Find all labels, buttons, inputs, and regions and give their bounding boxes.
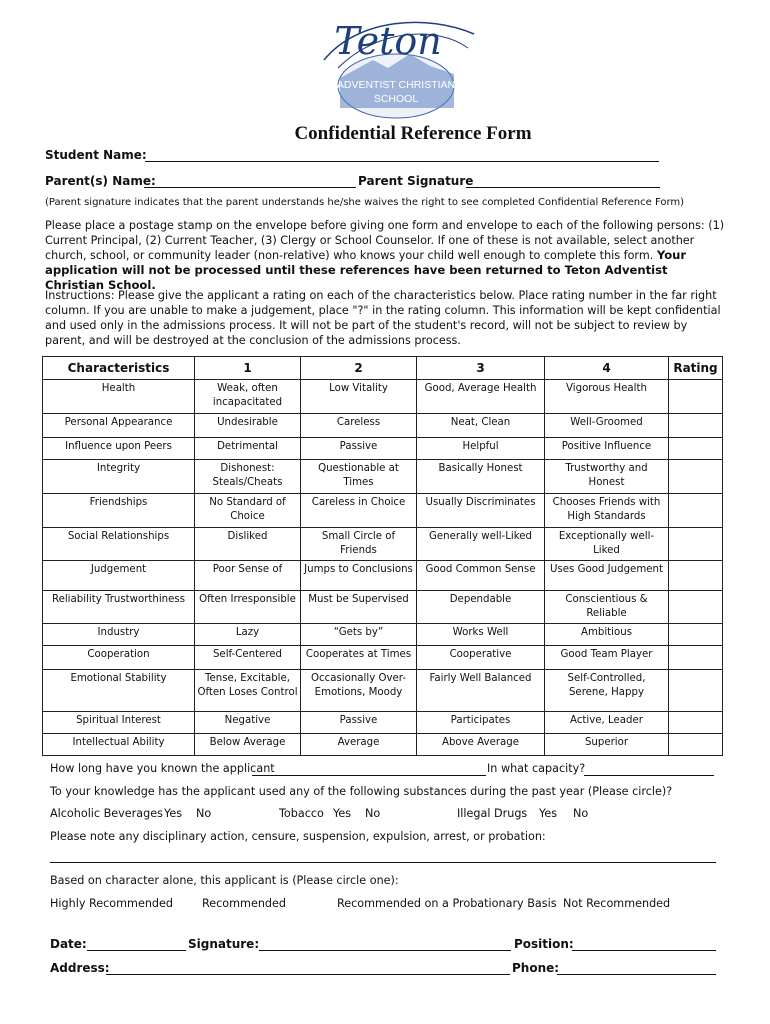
table-cell: Chooses Friends with High Standards xyxy=(545,494,669,528)
how-long-label: How long have you known the applicant xyxy=(50,762,275,775)
table-cell: Below Average xyxy=(195,734,301,756)
table-row xyxy=(43,494,723,528)
table-cell: Usually Discriminates xyxy=(417,494,545,528)
rating-cell[interactable] xyxy=(669,438,723,460)
position-label: Position: xyxy=(514,937,574,951)
table-cell: Basically Honest xyxy=(417,460,545,494)
table-cell: Uses Good Judgement xyxy=(545,561,669,591)
table-cell: Occasionally Over-Emotions, Moody xyxy=(301,670,417,712)
drugs-no[interactable]: No xyxy=(573,807,589,820)
table-cell: Vigorous Health xyxy=(545,380,669,414)
logo-line1: ADVENTIST CHRISTIAN xyxy=(336,79,456,91)
table-cell: Trustworthy and Honest xyxy=(545,460,669,494)
table-cell: Influence upon Peers xyxy=(43,438,195,460)
rating-cell[interactable] xyxy=(669,414,723,438)
table-cell: Emotional Stability xyxy=(43,670,195,712)
table-row xyxy=(43,561,723,591)
table-cell: Superior xyxy=(545,734,669,756)
disciplinary-note: Please note any disciplinary action, censure, suspension, expulsion, arrest, or probation: xyxy=(50,830,546,843)
student-name-label: Student Name: xyxy=(45,148,147,162)
table-cell: Cooperation xyxy=(43,646,195,670)
table-cell: Questionable at Times xyxy=(301,460,417,494)
table-cell: Detrimental xyxy=(195,438,301,460)
page-title: Confidential Reference Form xyxy=(294,123,532,144)
rating-cell[interactable] xyxy=(669,712,723,734)
table-cell: Disliked xyxy=(195,528,301,561)
header-rating-1: 1 xyxy=(195,357,301,380)
table-cell: Industry xyxy=(43,624,195,646)
signature-field[interactable] xyxy=(259,938,511,951)
header-characteristics: Characteristics xyxy=(43,357,195,380)
instructions-para1-b: Your application will not be processed until these references have been returned to Teton Adventist Christian School. xyxy=(45,248,687,292)
table-cell: Passive xyxy=(301,438,417,460)
instructions-paragraph-1 xyxy=(45,218,725,293)
table-cell: Conscientious & Reliable xyxy=(545,591,669,624)
table-row xyxy=(43,734,723,756)
parent-signature-label: Parent Signature xyxy=(358,174,474,188)
table-cell: Lazy xyxy=(195,624,301,646)
rating-cell[interactable] xyxy=(669,734,723,756)
rating-cell[interactable] xyxy=(669,460,723,494)
parent-signature-field[interactable] xyxy=(466,175,660,188)
table-row xyxy=(43,712,723,734)
table-row xyxy=(43,414,723,438)
alcohol-label: Alcoholic Beverages xyxy=(50,807,163,820)
option-recommended[interactable]: Recommended xyxy=(202,897,287,910)
rating-cell[interactable] xyxy=(669,494,723,528)
table-row xyxy=(43,460,723,494)
alcohol-yes[interactable]: Yes xyxy=(164,807,183,820)
table-cell: Judgement xyxy=(43,561,195,591)
tobacco-label: Tobacco xyxy=(279,807,324,820)
drugs-label: Illegal Drugs xyxy=(457,807,528,820)
rating-cell[interactable] xyxy=(669,646,723,670)
table-cell: Dishonest: Steals/Cheats xyxy=(195,460,301,494)
date-label: Date: xyxy=(50,937,87,951)
student-name-row xyxy=(45,148,147,162)
capacity-label: In what capacity? xyxy=(487,762,586,775)
table-cell: Neat, Clean xyxy=(417,414,545,438)
table-cell: Passive xyxy=(301,712,417,734)
signature-note: (Parent signature indicates that the parent understands he/she waives the right to see completed Confidential Reference Form) xyxy=(45,197,685,208)
address-field[interactable] xyxy=(106,962,510,975)
table-cell: Well-Groomed xyxy=(545,414,669,438)
phone-field[interactable] xyxy=(557,962,716,975)
table-row xyxy=(43,380,723,414)
table-cell: Often Irresponsible xyxy=(195,591,301,624)
option-probationary[interactable]: Recommended on a Probationary Basis xyxy=(337,897,557,910)
signature-label: Signature: xyxy=(188,937,260,951)
table-cell: Must be Supervised xyxy=(301,591,417,624)
parents-name-label: Parent(s) Name: xyxy=(45,174,156,188)
parents-name-field[interactable] xyxy=(144,175,356,188)
table-cell: Cooperative xyxy=(417,646,545,670)
rating-cell[interactable] xyxy=(669,380,723,414)
school-logo xyxy=(318,8,478,120)
logo-brand-text: Teton xyxy=(334,19,442,63)
table-cell: “Gets by” xyxy=(301,624,417,646)
table-cell: Careless xyxy=(301,414,417,438)
table-header-row xyxy=(43,357,723,380)
table-cell: Friendships xyxy=(43,494,195,528)
alcohol-no[interactable]: No xyxy=(196,807,212,820)
rating-cell[interactable] xyxy=(669,591,723,624)
header-rating-3: 3 xyxy=(417,357,545,380)
position-field[interactable] xyxy=(572,938,716,951)
table-cell: Self-Centered xyxy=(195,646,301,670)
table-cell: Undesirable xyxy=(195,414,301,438)
option-not-recommended[interactable]: Not Recommended xyxy=(563,897,671,910)
header-rating-2: 2 xyxy=(301,357,417,380)
table-cell: Good, Average Health xyxy=(417,380,545,414)
address-label: Address: xyxy=(50,961,110,975)
rating-cell[interactable] xyxy=(669,528,723,561)
tobacco-yes[interactable]: Yes xyxy=(333,807,352,820)
table-cell: Reliability Trustworthiness xyxy=(43,591,195,624)
drugs-yes[interactable]: Yes xyxy=(539,807,558,820)
table-cell: Works Well xyxy=(417,624,545,646)
table-cell: Personal Appearance xyxy=(43,414,195,438)
table-cell: Dependable xyxy=(417,591,545,624)
date-field[interactable] xyxy=(87,938,186,951)
table-cell: Ambitious xyxy=(545,624,669,646)
header-rating-4: 4 xyxy=(545,357,669,380)
how-long-field[interactable] xyxy=(252,763,486,776)
table-row xyxy=(43,646,723,670)
table-cell: Good Common Sense xyxy=(417,561,545,591)
table-cell: Poor Sense of xyxy=(195,561,301,591)
rating-cell[interactable] xyxy=(669,624,723,646)
table-cell: Integrity xyxy=(43,460,195,494)
rating-cell[interactable] xyxy=(669,561,723,591)
table-cell: Positive Influence xyxy=(545,438,669,460)
instructions-paragraph-2: Instructions: Please give the applicant a rating on each of the characteristics below. Place rating number in the far right column. If you are unable to make a judgement, place "?" in the rating column. This information will be kept confidential and used only in the admissions process. It will not be part of the student's record, will not be subject to review by parent, and will be destroyed at the conclusion of the admissions process. xyxy=(45,289,721,347)
substances-question: To your knowledge has the applicant used any of the following substances during the past year (Please circle)? xyxy=(50,785,673,798)
table-cell: Careless in Choice xyxy=(301,494,417,528)
table-cell: Good Team Player xyxy=(545,646,669,670)
table-cell: Weak, often incapacitated xyxy=(195,380,301,414)
table-cell: Intellectual Ability xyxy=(43,734,195,756)
table-cell: Tense, Excitable, Often Loses Control xyxy=(195,670,301,712)
option-highly-recommended[interactable]: Highly Recommended xyxy=(50,897,174,910)
rating-cell[interactable] xyxy=(669,670,723,712)
table-cell: Exceptionally well-Liked xyxy=(545,528,669,561)
disciplinary-field[interactable] xyxy=(50,862,716,863)
table-cell: Social Relationships xyxy=(43,528,195,561)
student-name-field[interactable] xyxy=(145,149,659,162)
table-cell: Self-Controlled, Serene, Happy xyxy=(545,670,669,712)
table-row xyxy=(43,528,723,561)
table-cell: Negative xyxy=(195,712,301,734)
table-cell: Cooperates at Times xyxy=(301,646,417,670)
table-cell: Spiritual Interest xyxy=(43,712,195,734)
table-cell: Active, Leader xyxy=(545,712,669,734)
table-row xyxy=(43,438,723,460)
table-cell: Above Average xyxy=(417,734,545,756)
table-row xyxy=(43,624,723,646)
table-cell: Generally well-Liked xyxy=(417,528,545,561)
table-cell: Jumps to Conclusions xyxy=(301,561,417,591)
table-cell: Health xyxy=(43,380,195,414)
phone-label: Phone: xyxy=(512,961,560,975)
table-row xyxy=(43,670,723,712)
capacity-field[interactable] xyxy=(584,763,714,776)
table-cell: Low Vitality xyxy=(301,380,417,414)
table-cell: Participates xyxy=(417,712,545,734)
tobacco-no[interactable]: No xyxy=(365,807,381,820)
characteristics-table xyxy=(42,356,723,756)
table-cell: Fairly Well Balanced xyxy=(417,670,545,712)
based-on-character: Based on character alone, this applicant is (Please circle one): xyxy=(50,874,399,887)
logo-line2: SCHOOL xyxy=(373,93,419,105)
table-cell: No Standard of Choice xyxy=(195,494,301,528)
header-rating: Rating xyxy=(669,357,723,380)
table-cell: Average xyxy=(301,734,417,756)
instructions-para1-a: Please place a postage stamp on the envelope before giving one form and envelope to each of the following persons: (1) Current Principal, (2) Current Teacher, (3) Clergy or School Counselor. If one of these is not available, select another church, school, or community leader (non-relative) who knows your child well enough to complete this form. xyxy=(45,219,725,262)
table-cell: Small Circle of Friends xyxy=(301,528,417,561)
table-row xyxy=(43,591,723,624)
table-cell: Helpful xyxy=(417,438,545,460)
